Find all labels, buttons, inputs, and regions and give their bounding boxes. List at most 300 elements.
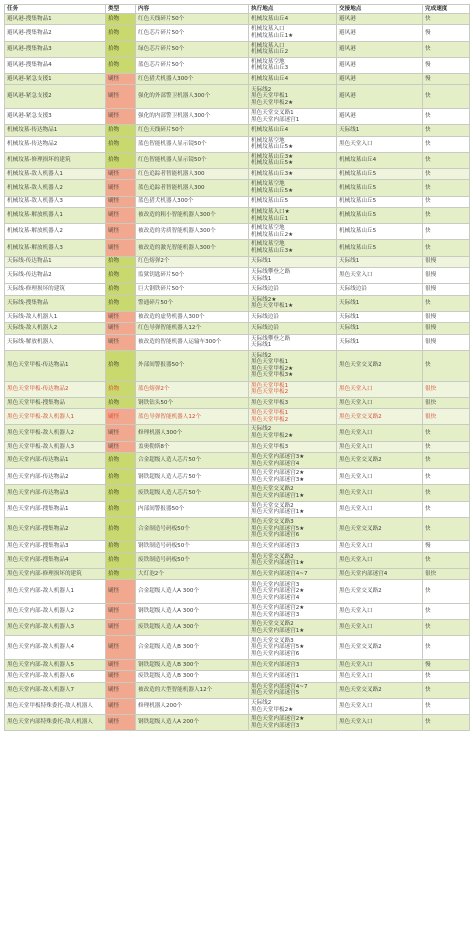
handoff-cell: 天际线1	[337, 334, 423, 350]
speed-cell: 快	[423, 469, 470, 485]
location-line: 天际线边沿	[251, 313, 279, 320]
speed-cell: 很快	[423, 397, 470, 408]
task-cell: 黑色天堂内部特殊委托-敌人机器人	[5, 715, 106, 731]
speed-cell: 慢	[423, 73, 470, 84]
handoff-cell: 黑色天堂入口	[337, 425, 423, 441]
speed-cell: 快	[423, 671, 470, 682]
handoff-cell: 黑色天堂入口	[337, 441, 423, 452]
type-cell: 刷怪	[106, 323, 136, 334]
location-cell	[249, 682, 337, 698]
location-line: 机械坟墓空地	[251, 137, 285, 144]
handoff-cell: 避风港	[337, 108, 423, 124]
task-cell: 机械坟墓-解放机器人2	[5, 224, 106, 240]
location-line: 机械坟墓空地	[251, 225, 285, 232]
handoff-cell: 机械坟墓山丘5	[337, 207, 423, 223]
type-cell: 刷怪	[106, 603, 136, 619]
task-cell: 避风港-搜集物品3	[5, 41, 106, 57]
table-row	[5, 196, 470, 207]
speed-cell: 快	[423, 425, 470, 441]
location-line: 黑色天堂内部迷宫3	[251, 611, 300, 618]
content-cell: 大灯泡2个	[136, 568, 249, 579]
task-cell: 机械坟墓-解放机器人3	[5, 240, 106, 256]
location-line: 机械坟墓山丘5★	[251, 187, 294, 194]
table-row	[5, 152, 470, 168]
task-cell: 黑色天堂内部-搜集物品4	[5, 552, 106, 568]
content-cell: 警通碎片50个	[136, 295, 249, 311]
location-cell	[249, 256, 337, 267]
type-cell: 拾物	[106, 41, 136, 57]
location-line: 天际线2★	[251, 296, 277, 303]
task-cell: 机械坟墓-传达物品2	[5, 136, 106, 152]
speed-cell: 很快	[423, 568, 470, 579]
content-cell: 钢铁钻头50个	[136, 397, 249, 408]
task-cell: 黑色天堂内部-敌人机器人5	[5, 659, 106, 670]
content-cell: 钢铁超级人造人芯片50个	[136, 469, 249, 485]
handoff-cell: 黑色天堂交叉路2	[337, 517, 423, 541]
handoff-cell: 避风港	[337, 57, 423, 73]
task-cell: 避风港-搜集物品2	[5, 25, 106, 41]
handoff-cell: 黑色天堂入口	[337, 541, 423, 552]
handoff-cell: 黑色天堂入口	[337, 620, 423, 636]
location-line: 黑色天堂内部迷宫5	[251, 690, 300, 697]
location-cell	[249, 41, 337, 57]
location-line: 黑色天堂内部迷宫3	[251, 581, 300, 588]
table-row	[5, 73, 470, 84]
location-line: 黑色天堂内部迷宫3	[251, 722, 300, 729]
type-cell: 拾物	[106, 453, 136, 469]
location-line: 天际线1	[251, 275, 272, 282]
handoff-cell: 黑色天堂入口	[337, 603, 423, 619]
speed-cell: 快	[423, 180, 470, 196]
type-cell: 拾物	[106, 256, 136, 267]
type-cell: 拾物	[106, 517, 136, 541]
content-cell: 修理机器人200个	[136, 698, 249, 714]
type-cell: 拾物	[106, 381, 136, 397]
location-line: 黑色天堂内部迷宫4	[251, 594, 300, 601]
table-row	[5, 323, 470, 334]
speed-cell: 快	[423, 620, 470, 636]
content-cell: 被改造的激光智能机器人300个	[136, 240, 249, 256]
table-row	[5, 485, 470, 501]
location-line: 机械坟墓山丘3	[251, 65, 289, 72]
task-cell: 机械坟墓-解放机器人1	[5, 207, 106, 223]
location-cell	[249, 311, 337, 322]
location-line: 机械坟墓山丘1★	[251, 33, 294, 40]
content-cell: 红色猎犬机器人300个	[136, 73, 249, 84]
handoff-cell: 机械坟墓山丘5	[337, 240, 423, 256]
speed-cell: 慢	[423, 25, 470, 41]
task-cell: 避风港-搜集物品1	[5, 14, 106, 25]
table-row	[5, 552, 470, 568]
table-row	[5, 240, 470, 256]
table-row	[5, 397, 470, 408]
speed-cell: 快	[423, 682, 470, 698]
location-line: 黑色天堂甲板2	[251, 416, 289, 423]
table-row	[5, 517, 470, 541]
location-cell	[249, 350, 337, 381]
location-cell	[249, 180, 337, 196]
handoff-cell: 黑色天堂内部迷宫4	[337, 568, 423, 579]
type-cell: 刷怪	[106, 73, 136, 84]
header-handoff: 交接地点	[337, 5, 423, 14]
table-row	[5, 180, 470, 196]
speed-cell: 快	[423, 552, 470, 568]
location-cell	[249, 469, 337, 485]
location-line: 黑色天堂甲板3★	[251, 372, 294, 379]
location-cell	[249, 108, 337, 124]
location-cell	[249, 541, 337, 552]
location-line: 机械坟墓山丘5★	[251, 160, 294, 167]
location-line: 黑色天堂内部迷宫6	[251, 532, 300, 539]
speed-cell: 慢	[423, 541, 470, 552]
content-cell: 废铁超级人造人芯片50个	[136, 485, 249, 501]
handoff-cell: 黑色天堂入口	[337, 485, 423, 501]
speed-cell: 快	[423, 636, 470, 660]
location-line: 黑色天堂内部迷宫1★	[251, 509, 305, 516]
content-cell: 盖奥勒斯8个	[136, 441, 249, 452]
handoff-cell: 天际线边沿	[337, 284, 423, 295]
location-line: 黑色天堂甲板3	[251, 399, 289, 406]
location-cell	[249, 409, 337, 425]
task-cell: 避风港-搜集物品4	[5, 57, 106, 73]
location-cell	[249, 636, 337, 660]
type-cell: 刷怪	[106, 409, 136, 425]
handoff-cell: 黑色天堂入口	[337, 552, 423, 568]
location-cell	[249, 267, 337, 283]
handoff-cell: 机械坟墓山丘4	[337, 152, 423, 168]
speed-cell: 慢	[423, 57, 470, 73]
location-line: 黑色天堂交叉路1	[251, 109, 294, 116]
content-cell: 巨大钢铁碎片50个	[136, 284, 249, 295]
type-cell: 拾物	[106, 14, 136, 25]
speed-cell: 快	[423, 453, 470, 469]
handoff-cell: 黑色天堂入口	[337, 397, 423, 408]
location-cell	[249, 136, 337, 152]
location-line: 黑色天堂甲板1	[251, 93, 289, 100]
handoff-cell: 天际线1	[337, 323, 423, 334]
table-row	[5, 682, 470, 698]
task-cell: 天际线-传达物品2	[5, 267, 106, 283]
content-cell: 被改造的虚势机器人300个	[136, 311, 249, 322]
location-cell	[249, 485, 337, 501]
location-line: 黑色天堂甲板1	[251, 410, 289, 417]
task-cell: 机械坟墓-修理损坏的建筑	[5, 152, 106, 168]
table-row	[5, 453, 470, 469]
speed-cell: 快	[423, 224, 470, 240]
table-row	[5, 603, 470, 619]
task-cell: 避风港-紧急支援3	[5, 108, 106, 124]
table-header	[5, 5, 470, 14]
table-row	[5, 409, 470, 425]
location-line: 黑色天堂内部迷宫2★	[251, 604, 305, 611]
type-cell: 拾物	[106, 152, 136, 168]
location-line: 天际线1	[251, 342, 272, 349]
location-cell	[249, 323, 337, 334]
location-line: 黑色天堂内部迷宫3★	[251, 476, 305, 483]
location-cell	[249, 659, 337, 670]
content-cell: 废铁制造号码板50个	[136, 552, 249, 568]
location-cell	[249, 425, 337, 441]
table-row	[5, 541, 470, 552]
table-row	[5, 698, 470, 714]
content-cell: 废铁超级人造人B 300个	[136, 671, 249, 682]
content-cell: 红色芯片碎片50个	[136, 25, 249, 41]
type-cell: 刷怪	[106, 715, 136, 731]
type-cell: 拾物	[106, 284, 136, 295]
type-cell: 拾物	[106, 125, 136, 136]
type-cell: 刷怪	[106, 698, 136, 714]
type-cell: 刷怪	[106, 311, 136, 322]
location-line: 天际线2	[251, 352, 272, 359]
type-cell: 刷怪	[106, 240, 136, 256]
table-body	[5, 14, 470, 731]
location-line: 机械坟墓入口	[251, 26, 285, 33]
location-cell	[249, 603, 337, 619]
location-cell	[249, 334, 337, 350]
table-row	[5, 441, 470, 452]
content-cell: 强化的外部警卫机器人300个	[136, 85, 249, 109]
table-row	[5, 425, 470, 441]
table-row	[5, 381, 470, 397]
speed-cell: 快	[423, 108, 470, 124]
task-cell: 天际线-传达物品1	[5, 256, 106, 267]
location-line: 天际线边沿	[251, 286, 279, 293]
task-cell: 黑色天堂甲板-敌人机器人3	[5, 441, 106, 452]
location-line: 机械坟墓山丘2	[251, 49, 289, 56]
table-row	[5, 224, 470, 240]
location-line: 黑色天堂内部迷宫3	[251, 543, 300, 550]
location-line: 黑色天堂内部迷宫4	[251, 460, 300, 467]
handoff-cell: 黑色天堂入口	[337, 136, 423, 152]
location-line: 黑色天堂甲板2★	[251, 99, 294, 106]
content-cell: 钢铁制造号码板50个	[136, 541, 249, 552]
handoff-cell: 机械坟墓山丘5	[337, 180, 423, 196]
type-cell: 刷怪	[106, 636, 136, 660]
speed-cell: 快	[423, 136, 470, 152]
header-speed: 完成速度	[423, 5, 470, 14]
location-line: 机械坟墓入口	[251, 42, 285, 49]
content-cell: 强化的内部警卫机器人300个	[136, 108, 249, 124]
handoff-cell: 机械坟墓山丘5	[337, 168, 423, 179]
location-cell	[249, 397, 337, 408]
handoff-cell: 黑色天堂入口	[337, 469, 423, 485]
location-line: 机械坟墓山丘4	[251, 75, 289, 82]
table-row	[5, 350, 470, 381]
task-cell: 机械坟墓-敌人机器人3	[5, 196, 106, 207]
handoff-cell: 黑色天堂入口	[337, 698, 423, 714]
location-line: 黑色天堂交叉路2	[251, 621, 294, 628]
type-cell: 刷怪	[106, 659, 136, 670]
location-line: 机械坟墓山丘3★	[251, 247, 294, 254]
location-line: 黑色天堂内部迷宫4~7	[251, 570, 308, 577]
speed-cell: 很慢	[423, 323, 470, 334]
location-line: 黑色天堂交叉路2	[251, 502, 294, 509]
location-line: 黑色天堂甲板2★	[251, 365, 294, 372]
location-line: 黑色天堂内部迷宫3★	[251, 454, 305, 461]
content-cell: 被改造的智能机器人运输车300个	[136, 334, 249, 350]
handoff-cell: 黑色天堂交叉路2	[337, 409, 423, 425]
location-line: 黑色天堂内部迷宫1★	[251, 627, 305, 634]
content-cell: 红色熔弹2个	[136, 256, 249, 267]
content-cell: 红色智能机器人显示镜50个	[136, 152, 249, 168]
handoff-cell: 黑色天堂入口	[337, 671, 423, 682]
speed-cell: 很慢	[423, 267, 470, 283]
type-cell: 拾物	[106, 350, 136, 381]
location-line: 机械坟墓山丘1	[251, 215, 289, 222]
location-line: 黑色天堂甲板2★	[251, 706, 294, 713]
location-line: 天际线2	[251, 86, 272, 93]
task-cell: 黑色天堂内部-搜集物品1	[5, 501, 106, 517]
table-row	[5, 14, 470, 25]
handoff-cell: 黑色天堂入口	[337, 267, 423, 283]
table-row	[5, 256, 470, 267]
type-cell: 拾物	[106, 469, 136, 485]
location-line: 机械坟墓山丘4	[251, 15, 289, 22]
speed-cell: 快	[423, 168, 470, 179]
location-line: 机械坟墓山丘3★	[251, 170, 294, 177]
location-line: 机械坟墓空地	[251, 58, 285, 65]
location-cell	[249, 14, 337, 25]
task-cell: 天际线-敌人机器人1	[5, 311, 106, 322]
location-cell	[249, 580, 337, 604]
location-line: 机械坟墓入口★	[251, 208, 290, 215]
location-cell	[249, 568, 337, 579]
content-cell: 外部间警报器50个	[136, 350, 249, 381]
type-cell: 刷怪	[106, 207, 136, 223]
type-cell: 刷怪	[106, 425, 136, 441]
task-cell: 黑色天堂内部-传达物品2	[5, 469, 106, 485]
location-line: 天际线2	[251, 699, 272, 706]
handoff-cell: 黑色天堂入口	[337, 715, 423, 731]
task-cell: 黑色天堂内部-搜集物品2	[5, 517, 106, 541]
type-cell: 拾物	[106, 397, 136, 408]
location-cell	[249, 453, 337, 469]
content-cell: 废铁超级人造人A 300个	[136, 620, 249, 636]
location-line: 天际线攀登之路	[251, 335, 291, 342]
task-cell: 天际线-解放机器人	[5, 334, 106, 350]
location-line: 黑色天堂内部迷宫1	[251, 673, 300, 680]
content-cell: 合金制造号码板50个	[136, 517, 249, 541]
task-cell: 黑色天堂内部-传达物品1	[5, 453, 106, 469]
location-cell	[249, 552, 337, 568]
table-row	[5, 620, 470, 636]
task-cell: 机械坟墓-传达物品1	[5, 125, 106, 136]
location-line: 天际线边沿	[251, 325, 279, 332]
handoff-cell: 机械坟墓山丘5	[337, 196, 423, 207]
location-line: 黑色天堂内部迷宫4~7	[251, 683, 308, 690]
table-row	[5, 85, 470, 109]
speed-cell: 快	[423, 85, 470, 109]
speed-cell: 很快	[423, 409, 470, 425]
location-line: 黑色天堂内部迷宫1★	[251, 560, 305, 567]
handoff-cell: 机械坟墓山丘5	[337, 224, 423, 240]
task-cell: 黑色天堂甲板特殊委托-敌人机器人	[5, 698, 106, 714]
speed-cell: 很慢	[423, 284, 470, 295]
speed-cell: 快	[423, 698, 470, 714]
task-cell: 黑色天堂内部-敌人机器人6	[5, 671, 106, 682]
handoff-cell: 黑色天堂交叉路2	[337, 636, 423, 660]
table-row	[5, 57, 470, 73]
task-cell: 机械坟墓-敌人机器人1	[5, 168, 106, 179]
table-row	[5, 295, 470, 311]
handoff-cell: 天际线1	[337, 295, 423, 311]
handoff-cell: 黑色天堂交叉路2	[337, 453, 423, 469]
content-cell: 红色天线碎片50个	[136, 14, 249, 25]
type-cell: 刷怪	[106, 196, 136, 207]
speed-cell: 快	[423, 240, 470, 256]
type-cell: 拾物	[106, 136, 136, 152]
speed-cell: 快	[423, 485, 470, 501]
speed-cell: 很慢	[423, 311, 470, 322]
type-cell: 拾物	[106, 485, 136, 501]
location-cell	[249, 85, 337, 109]
speed-cell: 快	[423, 196, 470, 207]
handoff-cell: 天际线1	[337, 125, 423, 136]
location-line: 天际线1	[251, 258, 272, 265]
type-cell: 刷怪	[106, 441, 136, 452]
location-cell	[249, 671, 337, 682]
type-cell: 刷怪	[106, 620, 136, 636]
speed-cell: 快	[423, 295, 470, 311]
content-cell: 被改造的劣质智能机器人300个	[136, 224, 249, 240]
speed-cell: 快	[423, 603, 470, 619]
location-cell	[249, 295, 337, 311]
handoff-cell: 避风港	[337, 85, 423, 109]
speed-cell: 快	[423, 125, 470, 136]
location-line: 黑色天堂甲板1★	[251, 303, 294, 310]
type-cell: 刷怪	[106, 108, 136, 124]
speed-cell: 慢	[423, 659, 470, 670]
handoff-cell: 避风港	[337, 41, 423, 57]
location-cell	[249, 57, 337, 73]
speed-cell: 快	[423, 14, 470, 25]
type-cell: 拾物	[106, 57, 136, 73]
handoff-cell: 黑色天堂入口	[337, 381, 423, 397]
location-line: 黑色天堂甲板1	[251, 359, 289, 366]
table-row	[5, 580, 470, 604]
table-row	[5, 715, 470, 731]
type-cell: 刷怪	[106, 168, 136, 179]
content-cell: 钢铁超级人造人B 300个	[136, 659, 249, 670]
location-line: 黑色天堂甲板1	[251, 382, 289, 389]
location-cell	[249, 25, 337, 41]
header-task: 任务	[5, 5, 106, 14]
location-line: 黑色天堂内部迷宫5★	[251, 525, 305, 532]
location-line: 黑色天堂内部迷宫2★	[251, 470, 305, 477]
content-cell: 被改造的大型智能机器人12个	[136, 682, 249, 698]
table-row	[5, 168, 470, 179]
location-line: 黑色天堂甲板3	[251, 443, 289, 450]
speed-cell: 快	[423, 41, 470, 57]
location-cell	[249, 284, 337, 295]
type-cell: 拾物	[106, 267, 136, 283]
header-content: 内容	[136, 5, 249, 14]
location-line: 天际线2	[251, 426, 272, 433]
content-cell: 绿色芯片碎片50个	[136, 41, 249, 57]
location-cell	[249, 501, 337, 517]
table-row	[5, 469, 470, 485]
speed-cell: 很慢	[423, 256, 470, 267]
speed-cell: 快	[423, 152, 470, 168]
location-line: 黑色天堂内部迷宫2★	[251, 716, 305, 723]
content-cell: 红色导弹智能机器人12个	[136, 323, 249, 334]
table-row	[5, 671, 470, 682]
content-cell: 蓝色智能机器人显示镜50个	[136, 136, 249, 152]
task-cell: 避风港-紧急支援1	[5, 73, 106, 84]
location-cell	[249, 441, 337, 452]
location-cell	[249, 73, 337, 84]
location-line: 黑色天堂甲板2★	[251, 433, 294, 440]
